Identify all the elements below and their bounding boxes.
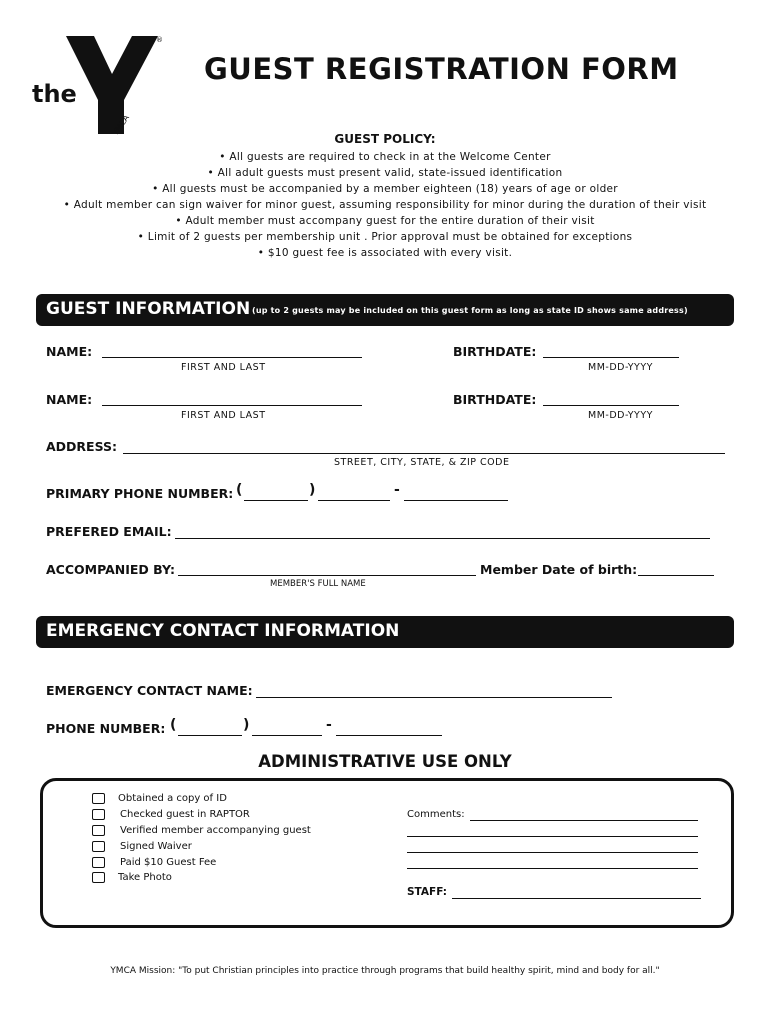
checklist-item-label: Checked guest in RAPTOR bbox=[120, 809, 250, 820]
comments-field[interactable] bbox=[407, 868, 698, 869]
phone-area-open-paren: ( bbox=[170, 717, 177, 733]
logo-registered-mark: ® bbox=[156, 36, 163, 44]
guest-information-note: (up to 2 guests may be included on this guest form as long as state ID shows same address) bbox=[252, 306, 688, 315]
policy-line: • All adult guests must present valid, state-issued identification bbox=[207, 167, 563, 179]
guest-information-title: GUEST INFORMATION bbox=[46, 299, 251, 319]
name-label: NAME: bbox=[46, 344, 93, 359]
name-sub-label: FIRST AND LAST bbox=[181, 410, 266, 421]
guest2-birthdate-field[interactable] bbox=[543, 405, 679, 406]
emergency-contact-name-label: EMERGENCY CONTACT NAME: bbox=[46, 683, 253, 698]
emergency-prefix-field[interactable] bbox=[252, 735, 322, 736]
accompanied-by-label: ACCOMPANIED BY: bbox=[46, 562, 175, 577]
emergency-line-field[interactable] bbox=[336, 735, 442, 736]
guest-information-header bbox=[36, 294, 734, 326]
checkbox[interactable] bbox=[92, 857, 105, 868]
checkbox[interactable] bbox=[92, 793, 105, 804]
birthdate-sub-label: MM-DD-YYYY bbox=[588, 410, 653, 421]
checklist-item-label: Obtained a copy of ID bbox=[118, 793, 227, 804]
policy-line: • Adult member can sign waiver for minor guest, assuming responsibility for minor during the duration of their visit bbox=[63, 199, 707, 211]
checkbox[interactable] bbox=[92, 825, 105, 836]
address-field[interactable] bbox=[123, 453, 725, 454]
policy-line: • Adult member must accompany guest for the entire duration of their visit bbox=[175, 215, 595, 227]
checklist-item-label: Verified member accompanying guest bbox=[120, 825, 311, 836]
phone-prefix-field[interactable] bbox=[318, 500, 390, 501]
guest1-name-field[interactable] bbox=[102, 357, 362, 358]
birthdate-sub-label: MM-DD-YYYY bbox=[588, 362, 653, 373]
checklist-item-label: Take Photo bbox=[118, 872, 172, 883]
address-sub-label: STREET, CITY, STATE, & ZIP CODE bbox=[334, 457, 510, 468]
comments-label: Comments: bbox=[407, 809, 465, 820]
emergency-area-code-field[interactable] bbox=[178, 735, 242, 736]
phone-area-open-paren: ( bbox=[236, 482, 243, 498]
checklist-item-label: Signed Waiver bbox=[120, 841, 192, 852]
birthdate-label: BIRTHDATE: bbox=[453, 392, 537, 407]
policy-heading: GUEST POLICY: bbox=[334, 132, 436, 146]
phone-line-field[interactable] bbox=[404, 500, 508, 501]
guest1-birthdate-field[interactable] bbox=[543, 357, 679, 358]
policy-line: • All guests are required to check in at the Welcome Center bbox=[219, 151, 551, 163]
name-sub-label: FIRST AND LAST bbox=[181, 362, 266, 373]
member-dob-field[interactable] bbox=[638, 575, 714, 576]
staff-field[interactable] bbox=[452, 898, 701, 899]
phone-area-close-paren: ) bbox=[309, 482, 316, 498]
logo-the-text: the bbox=[32, 80, 77, 108]
checkbox[interactable] bbox=[92, 872, 105, 883]
emergency-contact-title: EMERGENCY CONTACT INFORMATION bbox=[46, 621, 400, 641]
checkbox[interactable] bbox=[92, 841, 105, 852]
accompanied-by-sub-label: MEMBER'S FULL NAME bbox=[270, 579, 366, 589]
address-label: ADDRESS: bbox=[46, 439, 118, 454]
accompanied-by-field[interactable] bbox=[178, 575, 476, 576]
phone-area-close-paren: ) bbox=[243, 717, 250, 733]
phone-area-code-field[interactable] bbox=[244, 500, 308, 501]
checklist-item-label: Paid $10 Guest Fee bbox=[120, 857, 217, 868]
birthdate-label: BIRTHDATE: bbox=[453, 344, 537, 359]
emergency-contact-header bbox=[36, 616, 734, 648]
policy-line: • All guests must be accompanied by a member eighteen (18) years of age or older bbox=[152, 183, 618, 195]
comments-field[interactable] bbox=[407, 852, 698, 853]
emergency-contact-name-field[interactable] bbox=[256, 697, 612, 698]
staff-label: STAFF: bbox=[407, 886, 448, 898]
policy-line: • Limit of 2 guests per membership unit . Prior approval must be obtained for exceptions bbox=[137, 231, 633, 243]
logo-ymca-text: YMCA bbox=[110, 113, 132, 138]
email-label: PREFERED EMAIL: bbox=[46, 524, 172, 539]
comments-field[interactable] bbox=[470, 820, 698, 821]
member-dob-label: Member Date of birth: bbox=[480, 562, 638, 577]
checkbox[interactable] bbox=[92, 809, 105, 820]
ymca-mission: YMCA Mission: "To put Christian principles into practice through programs that build healthy spirit, mind and body for all." bbox=[110, 966, 660, 976]
admin-use-heading: ADMINISTRATIVE USE ONLY bbox=[258, 752, 512, 771]
guest2-name-field[interactable] bbox=[102, 405, 362, 406]
policy-line: • $10 guest fee is associated with every visit. bbox=[257, 247, 513, 259]
phone-dash: - bbox=[326, 717, 332, 733]
name-label: NAME: bbox=[46, 392, 93, 407]
phone-dash: - bbox=[394, 482, 400, 498]
emergency-phone-label: PHONE NUMBER: bbox=[46, 721, 166, 736]
primary-phone-label: PRIMARY PHONE NUMBER: bbox=[46, 486, 234, 501]
form-title: GUEST REGISTRATION FORM bbox=[204, 52, 679, 86]
comments-field[interactable] bbox=[407, 836, 698, 837]
email-field[interactable] bbox=[175, 538, 710, 539]
ymca-logo bbox=[28, 30, 168, 140]
